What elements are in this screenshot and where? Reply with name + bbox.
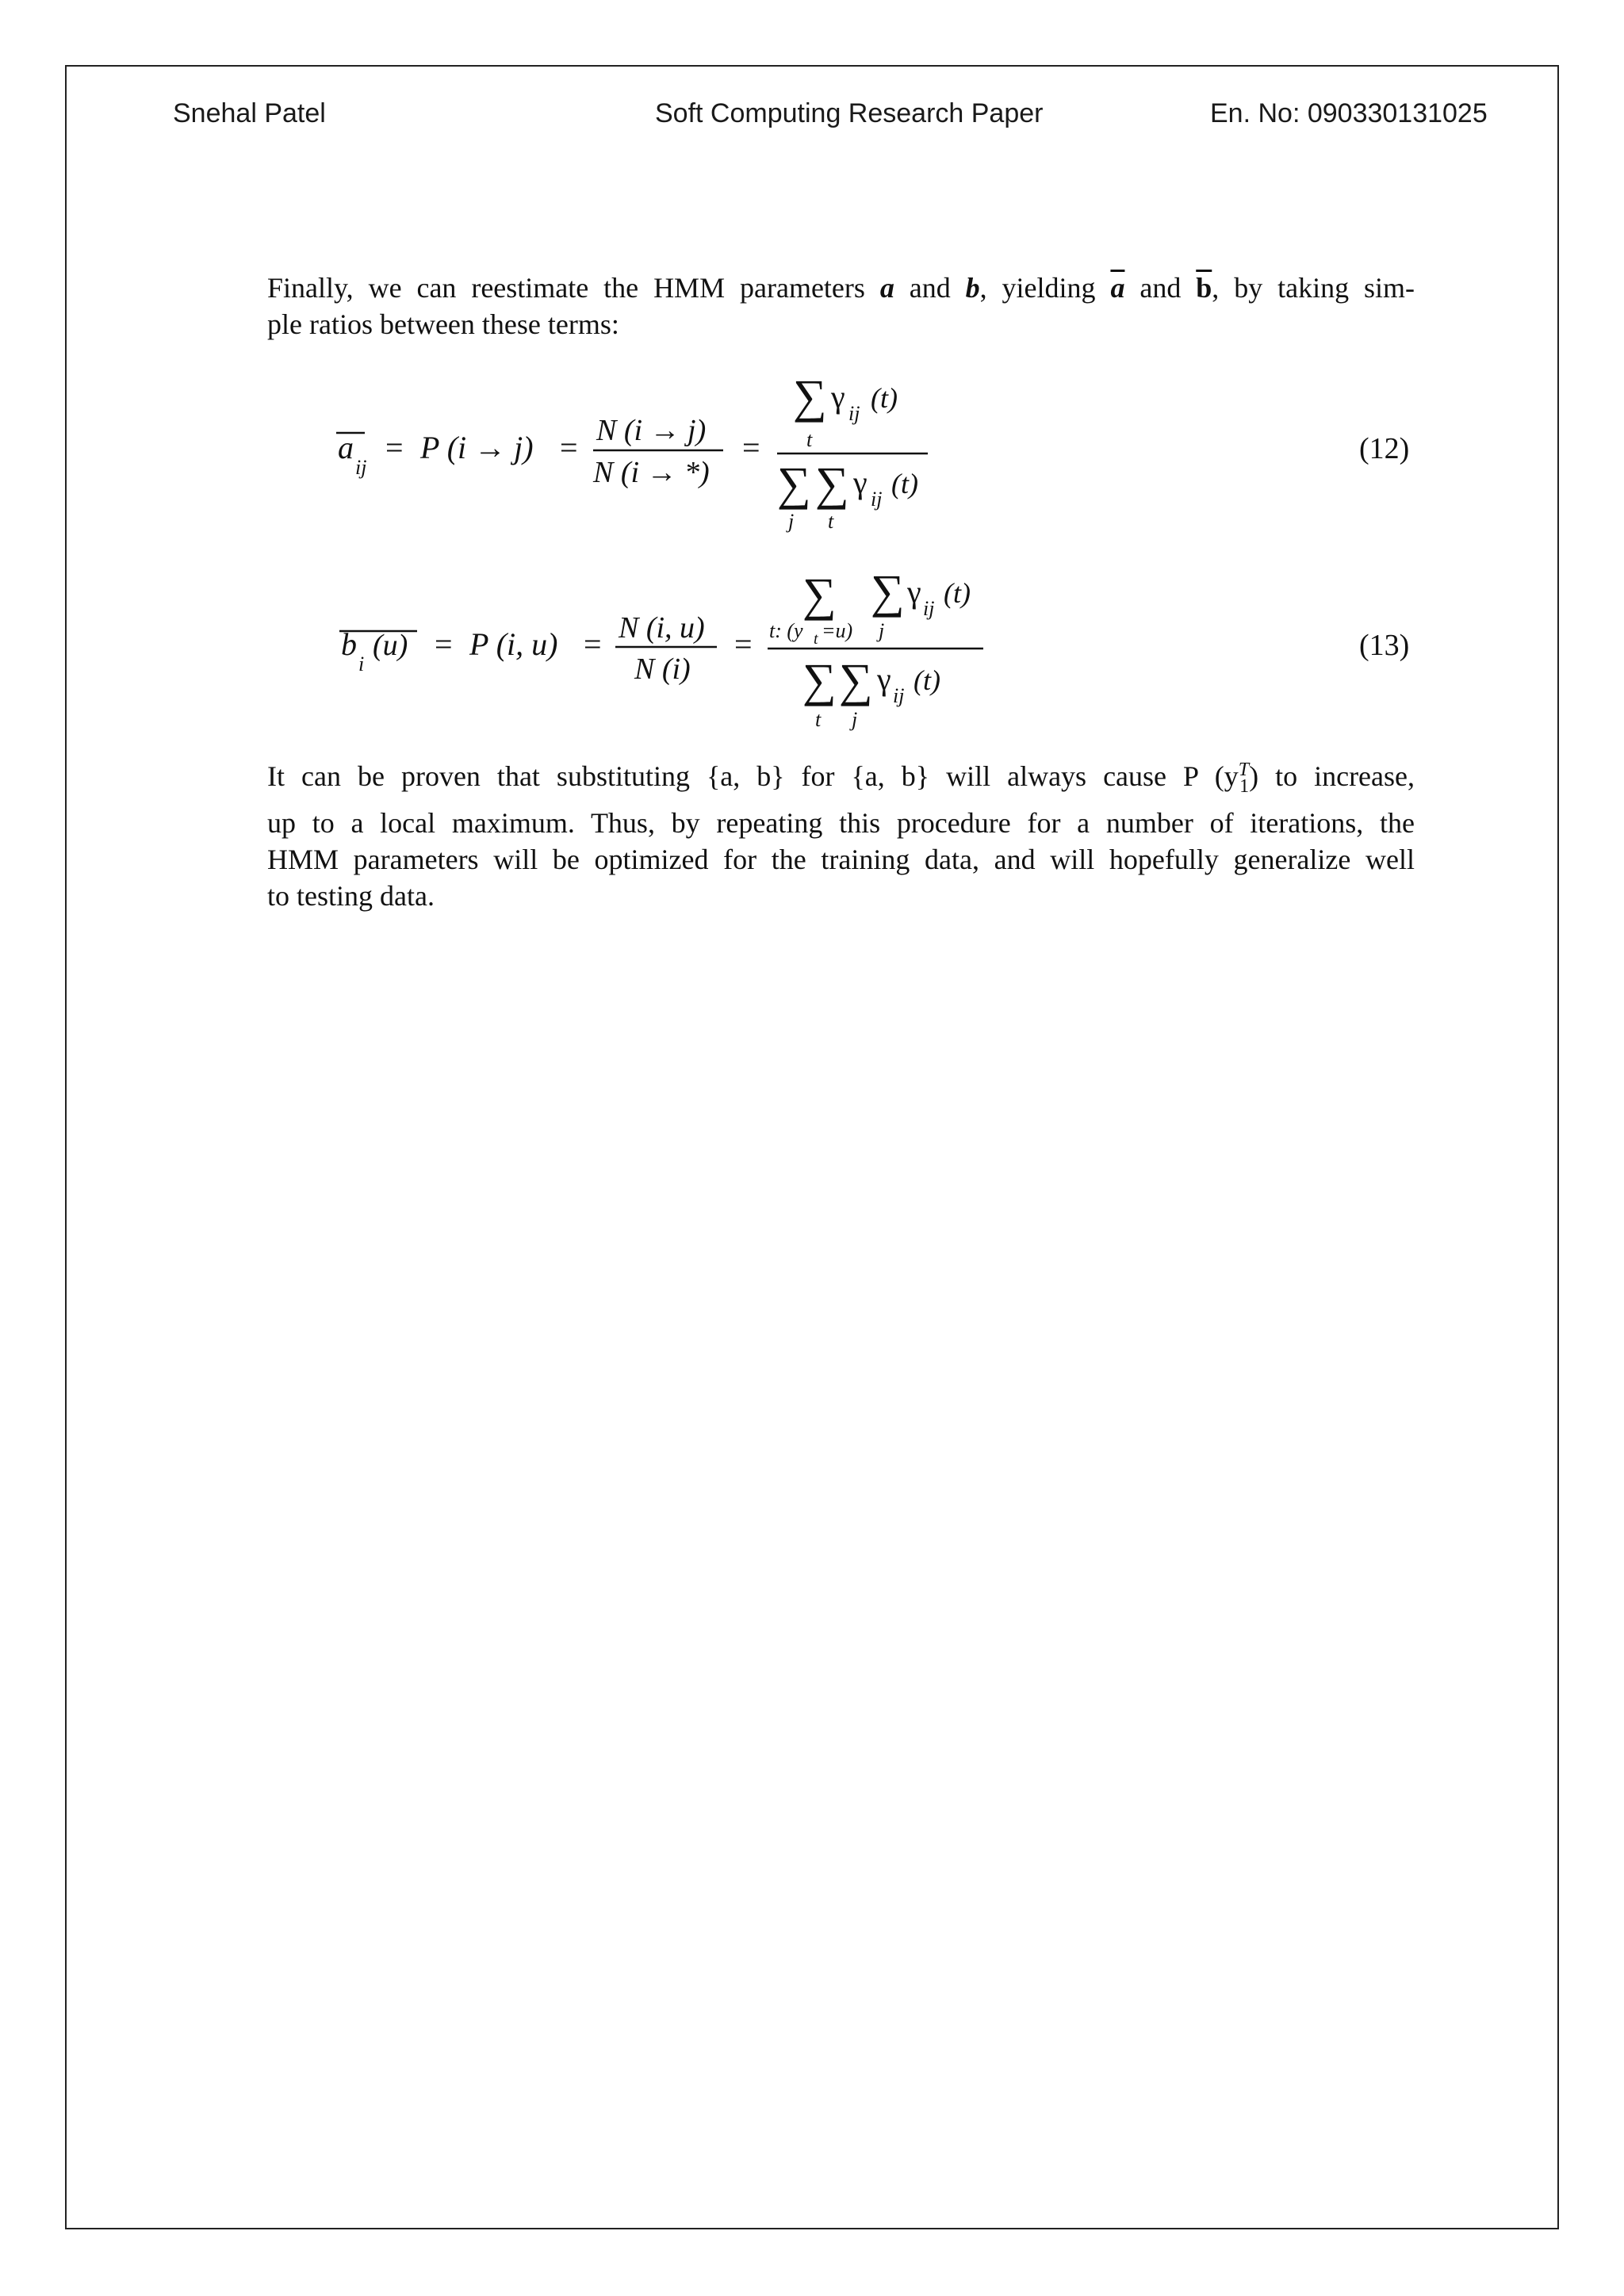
eq13-den-gamma: γ bbox=[877, 661, 891, 697]
eq12-num-gamma-sub: ij bbox=[848, 402, 860, 425]
eq13-den-sum1-icon: ∑ bbox=[802, 654, 837, 706]
eq12-den-sum2-icon: ∑ bbox=[815, 457, 849, 510]
header-enrollment: En. No: 090330131025 bbox=[1210, 98, 1488, 128]
eq12-label: (12) bbox=[1359, 432, 1410, 465]
eq12-num-targ: (t) bbox=[871, 382, 898, 414]
eq12-lhs-sub: ij bbox=[355, 456, 367, 479]
eq12-eq1: = bbox=[385, 430, 404, 465]
eq12-num-gamma: γ bbox=[831, 379, 845, 415]
eq13-frac-den: N (i) bbox=[634, 652, 691, 686]
eq13-eq2: = bbox=[584, 626, 602, 662]
eq12-den-targ: (t) bbox=[891, 468, 918, 499]
paragraph-intro bbox=[243, 270, 1415, 342]
eq12-frac-den: N (i → *) bbox=[593, 456, 710, 489]
eq13-num-sum-j: j bbox=[879, 619, 885, 642]
paragraph-conclusion-line-3: HMM parameters will be optimized for the training data, and will hopefully generalize well bbox=[267, 844, 1415, 876]
eq12-den-gamma-sub: ij bbox=[871, 488, 883, 511]
eq13-lhs: b bbox=[341, 626, 357, 662]
eq12-den-sum-t: t bbox=[828, 510, 834, 533]
paragraph-conclusion-line-1: It can be proven that substituting {a, b} for {a, b} will always cause P $(y^T_1)$ to increase, bbox=[267, 760, 1415, 798]
eq12-den-gamma: γ bbox=[853, 465, 868, 500]
eq13-den-targ: (t) bbox=[914, 664, 940, 696]
eq13-lhs-sub: i bbox=[358, 652, 365, 675]
eq13-den-sum-j: j bbox=[852, 708, 858, 731]
eq12-eq3: = bbox=[742, 430, 760, 465]
eq12-num-sum-t: t bbox=[806, 428, 813, 451]
eq13-den-sum2-icon: ∑ bbox=[839, 654, 873, 706]
eq13-num-gamma: γ bbox=[907, 574, 921, 610]
eq12-eq2: = bbox=[560, 430, 578, 465]
eq12-frac-num: N (i → j) bbox=[596, 414, 707, 447]
eq13-p: P (i, u) bbox=[469, 626, 558, 662]
header-title: Soft Computing Research Paper bbox=[655, 98, 1044, 128]
eq12-den-sum1-icon: ∑ bbox=[777, 457, 811, 510]
paragraph-conclusion-line-4: to testing data. bbox=[267, 880, 435, 913]
eq12-num-sum-icon: ∑ bbox=[793, 370, 827, 423]
eq12-p: P (i → j) bbox=[420, 430, 534, 465]
eq13-num-cond-end: =u) bbox=[822, 619, 853, 642]
paragraph-intro-line-2: ple ratios between these terms: bbox=[267, 308, 619, 340]
eq13-num-cond: t: (y bbox=[769, 619, 803, 642]
paragraph-conclusion-line-2: up to a local maximum. Thus, by repeating this procedure for a number of iterations, the bbox=[267, 807, 1415, 840]
eq13-eq1: = bbox=[435, 626, 453, 662]
page-border bbox=[65, 65, 1559, 2229]
eq13-num-sum1-icon: ∑ bbox=[802, 568, 837, 621]
eq12-den-sum-j: j bbox=[788, 510, 795, 533]
eq13-eq3: = bbox=[734, 626, 753, 662]
eq13-den-sum-t: t bbox=[815, 708, 822, 731]
paragraph-intro-line-1: Finally, we can reestimate the HMM parameters a and b, yielding $\overline{a}$ and $\overline{b}$, by taking sim- bbox=[267, 272, 1415, 304]
eq13-num-cond-sub: t bbox=[814, 630, 818, 648]
paragraph-conclusion bbox=[243, 752, 1415, 914]
eq13-label: (13) bbox=[1359, 629, 1410, 662]
eq13-den-gamma-sub: ij bbox=[893, 684, 905, 707]
header-author: Snehal Patel bbox=[173, 98, 326, 128]
eq12-lhs: a bbox=[338, 430, 354, 465]
eq13-frac-num: N (i, u) bbox=[619, 611, 705, 645]
eq13-num-sum2-icon: ∑ bbox=[871, 565, 905, 618]
eq13-num-targ: (t) bbox=[944, 577, 971, 609]
eq13-lhs-arg: (u) bbox=[373, 629, 408, 662]
eq13-num-gamma-sub: ij bbox=[923, 597, 935, 620]
